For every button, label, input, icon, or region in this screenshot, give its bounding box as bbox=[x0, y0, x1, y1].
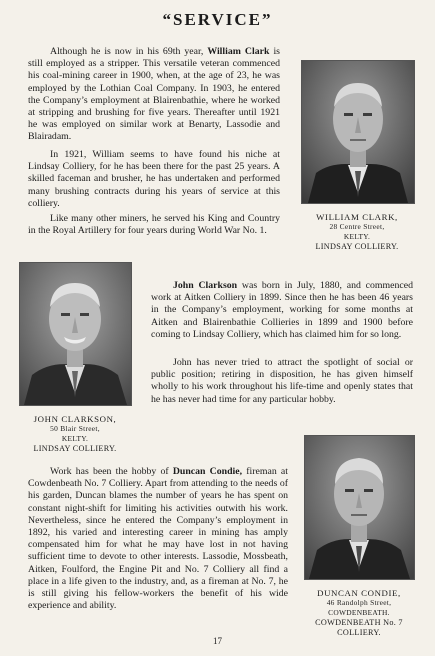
clark-paragraph-1 bbox=[28, 46, 280, 144]
caption-name: DUNCAN CONDIE, bbox=[317, 588, 401, 598]
clarkson-name-bold: John Clarkson bbox=[173, 280, 238, 291]
clark-name-bold: William Clark bbox=[207, 46, 270, 57]
clarkson-caption bbox=[14, 414, 136, 454]
caption-colliery: LINDSAY COLLIERY. bbox=[33, 444, 117, 453]
caption-address: 46 Randolph Street, bbox=[326, 598, 392, 607]
clark-caption bbox=[296, 212, 418, 252]
clark-p1-text: is still employed as a stripper. This versatile veteran commenced his coal-mining career in 1900, when, at the age of 23, he was employed by the Lothian Coal Company. In 1903, he entered the Company’s employment at Blairenbathie, where he worked at stripping and brushing for five years. Thereafter until 1921 he was employed on similar work at Benarty, Lassodie and Blairadam. bbox=[28, 46, 280, 143]
condie-paragraph-1 bbox=[28, 466, 288, 612]
portrait-image bbox=[302, 61, 414, 203]
clark-paragraph-2: In 1921, William seems to have found his niche at Lindsay Colliery, for he has been there for the past 25 years. A skilled faceman and brusher, he has undertaken and performed many brushing contracts during his years of service at this colliery. bbox=[28, 149, 280, 209]
caption-address: 50 Blair Street, bbox=[50, 424, 100, 433]
condie-caption bbox=[296, 588, 422, 638]
william-clark-photo bbox=[301, 60, 415, 204]
page-number: 17 bbox=[213, 636, 222, 646]
john-clarkson-photo bbox=[19, 262, 132, 406]
caption-town: KELTY. bbox=[61, 434, 89, 443]
condie-p1-lead: Work has been the hobby of bbox=[50, 466, 173, 477]
caption-town: KELTY. bbox=[343, 232, 371, 241]
portrait-image bbox=[305, 436, 414, 579]
clark-p1-lead: Although he is now in his 69th year, bbox=[50, 46, 208, 57]
clark-paragraph-3: Like many other miners, he served his King and Country in the Royal Artillery for four years during World War No. 1. bbox=[28, 213, 280, 237]
clarkson-p1-text: was born in July, 1880, and commenced work at Aitken Colliery in 1899. Since then he has been 46 years in the Company’s employment, working for some months at Aitken and Blairenbathie Collieries in 1899 and 1900 before coming to Lindsay Colliery, which has claimed him for so long. bbox=[151, 280, 414, 340]
caption-name: JOHN CLARKSON, bbox=[33, 414, 117, 424]
page-title: “SERVICE” bbox=[162, 10, 273, 29]
caption-name: WILLIAM CLARK, bbox=[316, 212, 398, 222]
caption-address: 28 Centre Street, bbox=[329, 222, 385, 231]
condie-name-bold: Duncan Condie, bbox=[172, 466, 243, 477]
caption-colliery: LINDSAY COLLIERY. bbox=[315, 242, 399, 251]
clarkson-paragraph-1 bbox=[151, 280, 413, 341]
duncan-condie-photo bbox=[304, 435, 415, 580]
clarkson-paragraph-2: John has never tried to attract the spotlight of social or public position; retiring in disposition, he has given himself wholly to his work throughout his life-time and openly states that he has never had time for any particular hobby. bbox=[151, 357, 413, 405]
portrait-image bbox=[20, 263, 131, 405]
condie-p1-text: fireman at Cowdenbeath No. 7 Colliery. Apart from attending to the needs of his garden, Duncan blames the number of years he has spent on constant night-shift for limiting his activities outwith his work. Nevertheless, since he entered the Company’s employment in 1892, his varied and interesting career in mining has amply compensated him for what he may have lost in not having sufficient time to devote to other interests. Lassodie, Mossbeath, Aitken, Foulford, the Engine Pit and No. 7 Colliery all find a place in a life given to the industry, and, as a fireman at No. 7, he is still giving his fellow-workers the benefit of his wide experience and ability. bbox=[28, 466, 288, 612]
caption-town: COWDENBEATH. bbox=[328, 608, 390, 617]
caption-colliery: COWDENBEATH No. 7 COLLIERY. bbox=[315, 618, 403, 637]
